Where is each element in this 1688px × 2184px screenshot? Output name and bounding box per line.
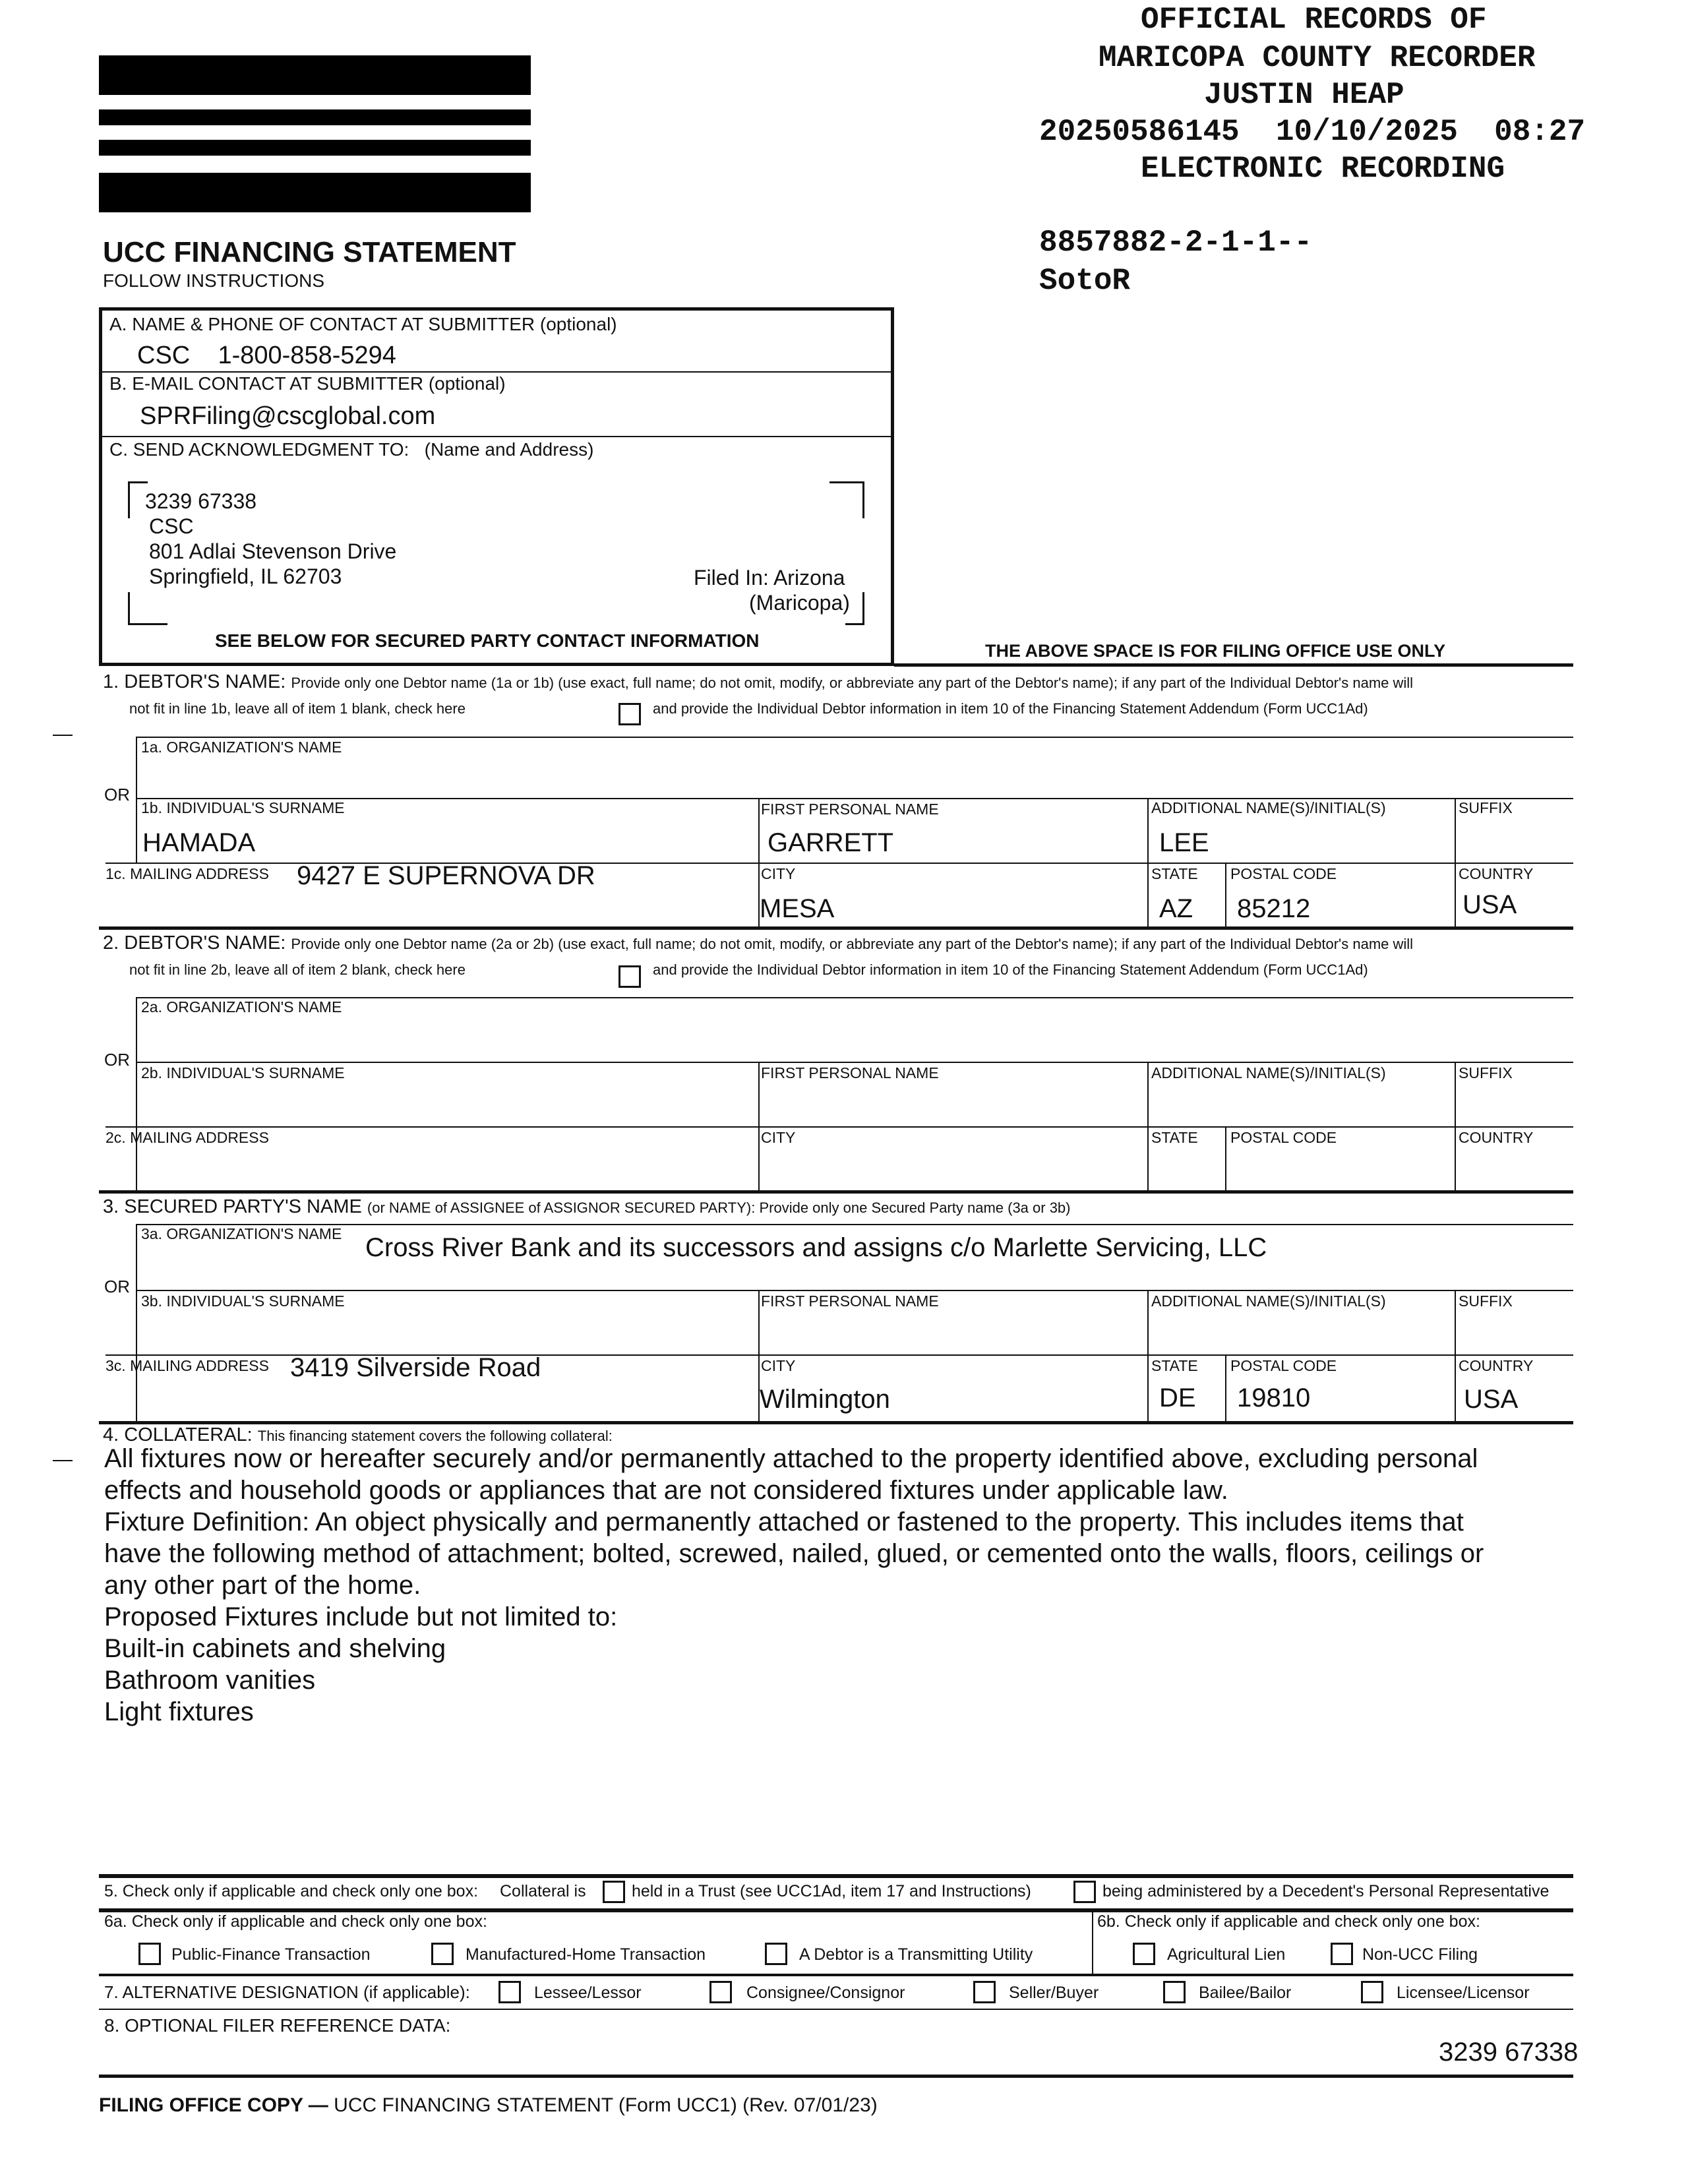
box6b-non-ucc-checkbox[interactable] [1331,1943,1353,1965]
secured-country: USA [1464,1385,1519,1414]
secured-org-label: 3a. ORGANIZATION'S NAME [141,1225,342,1242]
box5-label: 5. Check only if applicable and check only one box: [104,1882,479,1900]
secured-org: Cross River Bank and its successors and assigns c/o Marlette Servicing, LLC [365,1233,1267,1262]
debtor2-mail-label: 2c. MAILING ADDRESS [106,1129,269,1146]
box7-opt3: Seller/Buyer [1009,1984,1099,2002]
secured-or: OR [104,1277,130,1296]
recorder-line-3: JUSTIN HEAP [1204,78,1404,112]
secured-postal: 19810 [1237,1383,1311,1412]
submitter-b-value: SPRFiling@cscglobal.com [140,402,436,430]
debtor1-first-label: FIRST PERSONAL NAME [761,801,939,818]
debtor2-addl-label: ADDITIONAL NAME(S)/INITIAL(S) [1151,1064,1386,1081]
box5-decedent-checkbox[interactable] [1073,1881,1096,1903]
box6a-opt2: Manufactured-Home Transaction [466,1945,706,1964]
box7-bailee-checkbox[interactable] [1163,1981,1186,2003]
header-bar-1 [99,55,531,95]
submitter-a-value: CSC 1-800-858-5294 [137,342,396,369]
debtor1-instr-2a: not fit in line 1b, leave all of item 1 blank, check here [129,700,466,717]
debtor2-or: OR [104,1050,130,1070]
debtor2-instr-2b: and provide the Individual Debtor information in item 10 of the Financing Statement Addendum (Form UCC1Ad) [653,961,1368,978]
box6b-opt2: Non-UCC Filing [1362,1945,1478,1964]
filed-in-state: Filed In: Arizona [694,566,845,590]
collateral-line: Fixture Definition: An object physically and permanently attached or fastened to the property. This includes items that [104,1507,1464,1536]
collateral-line: have the following method of attachment; bolted, screwed, nailed, glued, or cemented onto the walls, floors, ceilings or [104,1539,1484,1568]
debtor2-heading: 2. DEBTOR'S NAME: Provide only one Debtor name (2a or 2b) (use exact, full name; do not omit, modify, or abbreviate any part of the Debtor's name); if any part of the Individual Debtor's name will [103,932,1414,954]
debtor1-addl: LEE [1159,828,1209,857]
debtor2-instr-2a: not fit in line 2b, leave all of item 2 blank, check here [129,961,466,978]
box6a-label: 6a. Check only if applicable and check only one box: [104,1912,487,1931]
secured-city: Wilmington [760,1385,890,1414]
debtor2-city-label: CITY [761,1129,796,1146]
debtor2-surname-label: 2b. INDIVIDUAL'S SURNAME [141,1064,345,1081]
debtor1-mail: 9427 E SUPERNOVA DR [297,861,595,890]
box7-opt1: Lessee/Lessor [534,1984,642,2002]
ack-line-2: CSC [149,514,194,538]
debtor1-first: GARRETT [768,828,894,857]
box6b-label: 6b. Check only if applicable and check only one box: [1097,1912,1480,1931]
see-below-note: SEE BELOW FOR SECURED PARTY CONTACT INFORMATION [215,630,760,651]
collateral-line: All fixtures now or hereafter securely and/or permanently attached to the property identified above, excluding personal [104,1444,1478,1473]
debtor2-first-label: FIRST PERSONAL NAME [761,1064,939,1081]
debtor1-city: MESA [760,894,835,923]
box7-lessee-checkbox[interactable] [498,1981,521,2003]
secured-suffix-label: SUFFIX [1459,1292,1513,1310]
debtor1-or: OR [104,785,130,804]
secured-mail: 3419 Silverside Road [290,1353,541,1382]
box6a-opt1: Public-Finance Transaction [171,1945,371,1964]
box6a-manufactured-home-checkbox[interactable] [431,1943,454,1965]
box5-trust-checkbox[interactable] [603,1881,625,1903]
form-footer: FILING OFFICE COPY — UCC FINANCING STATEMENT (Form UCC1) (Rev. 07/01/23) [99,2094,878,2116]
collateral-line: Built-in cabinets and shelving [104,1634,446,1663]
debtor1-surname: HAMADA [142,828,256,857]
ack-line-1: 3239 67338 [145,489,257,513]
collateral-line: any other part of the home. [104,1571,421,1600]
secured-country-label: COUNTRY [1459,1357,1534,1374]
secured-heading: 3. SECURED PARTY'S NAME (or NAME of ASSIGNEE of ASSIGNOR SECURED PARTY): Provide only one Secured Party name (3a or 3b) [103,1196,1071,1217]
box7-consignee-checkbox[interactable] [709,1981,732,2003]
box7-seller-checkbox[interactable] [973,1981,996,2003]
submitter-c-label: C. SEND ACKNOWLEDGMENT TO: (Name and Address) [109,439,594,460]
box8-value: 3239 67338 [1439,2038,1579,2067]
debtor1-country: USA [1462,890,1517,919]
debtor1-heading: 1. DEBTOR'S NAME: Provide only one Debtor name (1a or 1b) (use exact, full name; do not omit, modify, or abbreviate any part of the Debtor's name); if any part of the Individual Debtor's name will [103,671,1414,692]
secured-first-label: FIRST PERSONAL NAME [761,1292,939,1310]
debtor1-suffix-label: SUFFIX [1459,799,1513,816]
box7-label: 7. ALTERNATIVE DESIGNATION (if applicable): [104,1982,470,2002]
recorder-line-4: 20250586145 10/10/2025 08:27 [1039,115,1586,149]
form-title: UCC FINANCING STATEMENT [103,236,516,268]
secured-postal-label: POSTAL CODE [1230,1357,1337,1374]
recorder-line-2: MARICOPA COUNTY RECORDER [1099,41,1536,75]
debtor1-city-label: CITY [761,865,796,882]
debtor1-org-label: 1a. ORGANIZATION'S NAME [141,739,342,756]
debtor2-org-label: 2a. ORGANIZATION'S NAME [141,998,342,1016]
box7-licensee-checkbox[interactable] [1361,1981,1383,2003]
debtor1-postal: 85212 [1237,894,1311,923]
header-bar-2 [99,109,531,125]
debtor1-state: AZ [1159,894,1193,923]
debtor1-instr-2b: and provide the Individual Debtor information in item 10 of the Financing Statement Addendum (Form UCC1Ad) [653,700,1368,717]
secured-mail-label: 3c. MAILING ADDRESS [106,1357,269,1374]
debtor1-mail-label: 1c. MAILING ADDRESS [106,865,269,882]
box5-opt2: being administered by a Decedent's Personal Representative [1102,1882,1550,1900]
submitter-b-label: B. E-MAIL CONTACT AT SUBMITTER (optional) [109,373,506,394]
secured-state-label: STATE [1151,1357,1198,1374]
secured-addl-label: ADDITIONAL NAME(S)/INITIAL(S) [1151,1292,1386,1310]
recorder-doc-code: 8857882-2-1-1-- [1039,226,1313,260]
box6a-opt3: A Debtor is a Transmitting Utility [799,1945,1033,1964]
box7-opt2: Consignee/Consignor [746,1984,905,2002]
recorder-clerk: SotoR [1039,264,1131,298]
debtor2-state-label: STATE [1151,1129,1198,1146]
box5-collateral-is: Collateral is [500,1882,586,1900]
collateral-line: Light fixtures [104,1697,254,1726]
debtor1-postal-label: POSTAL CODE [1230,865,1337,882]
box6b-agricultural-checkbox[interactable] [1133,1943,1155,1965]
debtor2-addendum-checkbox[interactable] [618,965,641,988]
box6a-public-finance-checkbox[interactable] [138,1943,161,1965]
debtor2-postal-label: POSTAL CODE [1230,1129,1337,1146]
secured-surname-label: 3b. INDIVIDUAL'S SURNAME [141,1292,345,1310]
header-bar-3 [99,140,531,156]
filed-in-county: (Maricopa) [749,591,850,615]
debtor1-addendum-checkbox[interactable] [618,703,641,725]
submitter-a-label: A. NAME & PHONE OF CONTACT AT SUBMITTER (optional) [109,314,617,334]
header-bar-4 [99,173,531,212]
collateral-line: effects and household goods or appliances that are not considered fixtures under applicable law. [104,1476,1228,1505]
form-subtitle: FOLLOW INSTRUCTIONS [103,270,325,291]
ack-line-3: 801 Adlai Stevenson Drive [149,539,397,563]
secured-city-label: CITY [761,1357,796,1374]
ack-line-4: Springfield, IL 62703 [149,564,342,588]
box7-opt5: Licensee/Licensor [1397,1984,1530,2002]
filing-office-only-note: THE ABOVE SPACE IS FOR FILING OFFICE USE ONLY [985,641,1446,661]
debtor1-surname-label: 1b. INDIVIDUAL'S SURNAME [141,799,345,816]
box7-opt4: Bailee/Bailor [1199,1984,1292,2002]
box6a-utility-checkbox[interactable] [765,1943,787,1965]
debtor2-country-label: COUNTRY [1459,1129,1534,1146]
debtor1-addl-label: ADDITIONAL NAME(S)/INITIAL(S) [1151,799,1386,816]
box6b-opt1: Agricultural Lien [1167,1945,1286,1964]
box5-opt1: held in a Trust (see UCC1Ad, item 17 and Instructions) [632,1882,1031,1900]
debtor2-suffix-label: SUFFIX [1459,1064,1513,1081]
debtor1-state-label: STATE [1151,865,1198,882]
collateral-text [104,1443,1484,1728]
box8-label: 8. OPTIONAL FILER REFERENCE DATA: [104,2015,451,2036]
collateral-line: Bathroom vanities [104,1666,316,1695]
collateral-line: Proposed Fixtures include but not limited to: [104,1602,618,1631]
debtor1-country-label: COUNTRY [1459,865,1534,882]
recorder-line-1: OFFICIAL RECORDS OF [1141,3,1487,37]
recorder-line-5: ELECTRONIC RECORDING [1141,152,1505,186]
collateral-heading: 4. COLLATERAL: This financing statement covers the following collateral: [103,1424,613,1445]
secured-state: DE [1159,1383,1196,1412]
